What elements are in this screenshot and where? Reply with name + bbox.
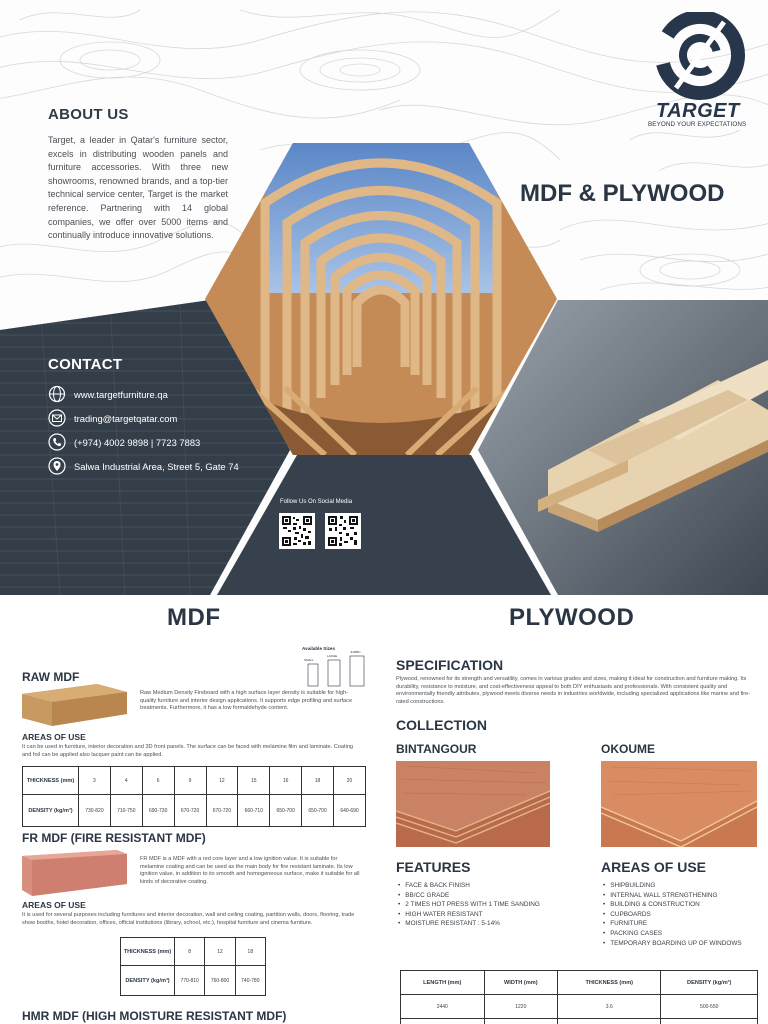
table-cell: 16: [270, 767, 302, 795]
table-header-row: [401, 971, 758, 995]
list-item: • BUILDING & CONSTRUCTION: [603, 900, 742, 910]
qr-code-icon[interactable]: [325, 513, 361, 549]
main-title: MDF & PLYWOOD: [520, 180, 725, 207]
size-label-small: SMALL: [304, 658, 314, 662]
features-title: FEATURES: [396, 859, 471, 875]
list-item: • FURNITURE: [603, 919, 742, 929]
plywood-heading: PLYWOOD: [509, 604, 635, 631]
collection-bintangour: BINTANGOUR: [396, 742, 477, 756]
list-item: • HIGH WATER RESISTANT: [398, 910, 540, 920]
fr-mdf-spec-table: [120, 937, 266, 996]
table-header-length: LENGTH (mm): [401, 971, 485, 995]
table-cell: 650-700: [270, 795, 302, 827]
specification-title: SPECIFICATION: [396, 657, 504, 673]
raw-mdf-areas-text: It can be used in furniture, interior decoration and 3D front panels. The surface can be faced with melamine film and laminate. Coating and foil can be applied also lacquer paint can be applied.: [22, 744, 354, 758]
table-row: [23, 795, 366, 827]
mail-icon: [48, 409, 66, 427]
contact-website-text: www.targetfurniture.qa: [74, 388, 168, 400]
contact-email[interactable]: [48, 409, 177, 427]
table-cell: 6: [142, 767, 174, 795]
collection-okoume: OKOUME: [601, 742, 655, 756]
table-cell: [558, 1019, 661, 1024]
table-row: [401, 995, 758, 1019]
table-cell: 660-710: [238, 795, 270, 827]
table-cell: 730-820: [79, 795, 111, 827]
list-item: • PACKING CASES: [603, 929, 742, 939]
table-cell: 12: [206, 767, 238, 795]
table-cell: 690-730: [142, 795, 174, 827]
about-title: ABOUT US: [48, 106, 129, 123]
table-cell: 650-700: [302, 795, 334, 827]
about-text: Target, a leader in Qatar's furniture sector, excels in distributing wooden panels and furniture accessories. With three new showrooms, renowned brands, and a top-tier technical service center, Target is the market reference. Partnering with 14 global companies, we offer over 5000 items and continually introduce innovative solutions.: [48, 135, 228, 241]
contact-phone-text: (+974) 4002 9898 | 7723 7883: [74, 436, 201, 448]
table-cell: [401, 1019, 485, 1024]
table-cell: 3: [79, 767, 111, 795]
table-cell: 20: [334, 767, 366, 795]
contact-title: CONTACT: [48, 356, 123, 373]
social-label: Follow Us On Social Media: [280, 499, 353, 505]
contact-address-text: Salwa Industrial Area, Street 5, Gate 74: [74, 460, 239, 472]
social-panel: [217, 455, 551, 595]
fr-mdf-areas-text: It is used for several purposes including furnitures and interior decoration, wall and ceiling coating, partition walls, doors, flooring, trade show booths, hotel decoration, offices, official institutions (library, school, etc.), hospital furniture and cinema furniture.: [22, 912, 355, 926]
fr-mdf-title: FR MDF (FIRE RESISTANT MDF): [22, 831, 206, 845]
table-row: [121, 938, 266, 966]
table-cell: 760-800: [205, 966, 235, 996]
table-cell: 8: [175, 938, 205, 966]
raw-mdf-title: RAW MDF: [22, 670, 80, 684]
table-header-width: WIDTH (mm): [484, 971, 558, 995]
table-cell: 1220: [484, 995, 558, 1019]
plywood-areas-title: AREAS OF USE: [601, 859, 707, 875]
table-header-thickness: THICKNESS (mm): [23, 767, 79, 795]
size-label-jumbo: JUMBO: [350, 650, 361, 654]
logo-tagline: BEYOND YOUR EXPECTATIONS: [648, 121, 747, 128]
table-cell: 2440: [401, 995, 485, 1019]
list-item: • 2 TIMES HOT PRESS WITH 1 TIME SANDING: [398, 900, 540, 910]
collection-title: COLLECTION: [396, 717, 487, 733]
list-item: • TEMPORARY BOARDING UP OF WINDOWS: [603, 939, 742, 949]
okoume-plywood-image: [601, 761, 757, 847]
table-cell: 740-780: [235, 966, 265, 996]
mdf-heading: MDF: [167, 604, 221, 631]
table-header-density: DENSITY (kg/m³): [121, 966, 175, 996]
table-cell: 15: [238, 767, 270, 795]
available-sizes-title: Available Sizes: [302, 646, 336, 651]
contact-address: [48, 457, 239, 475]
list-item: • INTERNAL WALL STRENGTHENING: [603, 891, 742, 901]
table-header-thickness: THICKNESS (mm): [558, 971, 661, 995]
table-cell: 12: [205, 938, 235, 966]
features-list: [398, 881, 540, 929]
raw-mdf-board-image: [22, 684, 127, 726]
table-cell: 4: [110, 767, 142, 795]
table-row: [401, 1019, 758, 1024]
bintangour-plywood-image: [396, 761, 550, 847]
table-cell: 710-750: [110, 795, 142, 827]
table-cell: 670-720: [206, 795, 238, 827]
list-item: • CUPBOARDS: [603, 910, 742, 920]
fr-mdf-areas-title: AREAS OF USE: [22, 900, 86, 910]
list-item: • BB/CC GRADE: [398, 891, 540, 901]
table-header-density: DENSITY (kg/m³): [23, 795, 79, 827]
table-cell: 18: [235, 938, 265, 966]
hmr-mdf-title: HMR MDF (HIGH MOISTURE RESISTANT MDF): [22, 1009, 287, 1023]
list-item: • FACE & BACK FINISH: [398, 881, 540, 891]
table-cell: 500-550: [661, 995, 758, 1019]
fr-mdf-description: FR MDF is a MDF with a red core layer and a low ignition value. It is suitable for melamine coating and can be used as the main body for fire resistant laminate. Its low ignition value, in addition to its smooth and homogeneous surface, make it suitable for all kinds of decorative coating.: [140, 856, 360, 885]
location-icon: [48, 457, 66, 475]
table-cell: 640-690: [334, 795, 366, 827]
table-row: [23, 767, 366, 795]
specification-text: Plywood, renowned for its strength and versatility, comes in various grades and sizes, making it ideal for construction and furniture making. Its durability, resistance to moisture, and cost-effectiveness appeal to both DIY enthusiasts and professionals. With consistent quality and environmentally friendly attributes, plywood meets diverse needs in industries worldwide, including specialized applications like marine and fire-rated constructions.: [396, 676, 751, 705]
table-row: [121, 966, 266, 996]
list-item: • SHIPBUILDING: [603, 881, 742, 891]
table-cell: 18: [302, 767, 334, 795]
table-cell: 770-810: [175, 966, 205, 996]
contact-phone[interactable]: [48, 433, 200, 451]
table-cell: 9: [174, 767, 206, 795]
size-label-large: LARGE: [327, 654, 338, 658]
contact-website[interactable]: [48, 385, 168, 403]
table-header-thickness: THICKNESS (mm): [121, 938, 175, 966]
phone-icon: [48, 433, 66, 451]
plywood-areas-list: [603, 881, 742, 948]
globe-icon: [48, 385, 66, 403]
table-cell: 670-720: [174, 795, 206, 827]
fr-mdf-board-image: [22, 850, 127, 896]
logo-wordmark: TARGET: [656, 100, 740, 122]
raw-mdf-spec-table: [22, 766, 366, 827]
table-cell: 3.6: [558, 995, 661, 1019]
qr-code-icon[interactable]: [279, 513, 315, 549]
raw-mdf-areas-title: AREAS OF USE: [22, 732, 86, 742]
raw-mdf-description: Raw Medium Density Fireboard with a high surface layer density is suitable for high-quality furniture and interior design applications. It supports edge profiling and surface treatments. Furthermore, it has a low formaldehyde content.: [140, 690, 353, 712]
list-item: • MOISTURE RESISTANT : 5-14%: [398, 919, 540, 929]
contact-email-text: trading@targetqatar.com: [74, 412, 178, 424]
table-header-density: DENSITY (kg/m³): [661, 971, 758, 995]
available-sizes-diagram: [300, 644, 370, 688]
table-cell: [484, 1019, 558, 1024]
plywood-spec-table: [400, 970, 758, 1024]
table-cell: [661, 1019, 758, 1024]
